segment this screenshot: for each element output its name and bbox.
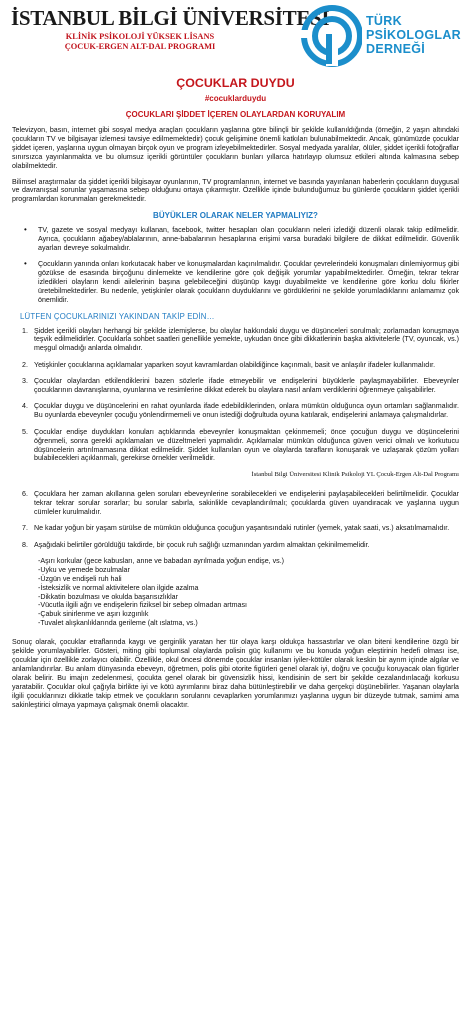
header: [0, 0, 469, 74]
item-text: Aşağıdaki belirtiler görüldüğü takdirde, bir çocuk ruh sağlığı uzmanından yardım almaktan çekinilmemelidir.: [34, 540, 370, 549]
section-heading-adults: BÜYÜKLER OLARAK NELER YAPMALIYIZ?: [153, 211, 318, 221]
list-item: [12, 541, 459, 550]
item-number: 3.: [22, 377, 28, 386]
page-subtitle: ÇOCUKLARI ŞİDDET İÇEREN OLAYLARDAN KORUYALIM: [125, 110, 346, 119]
symptom-item: -Üzgün ve endişeli ruh hali: [38, 574, 122, 583]
advice-bullet-list: [12, 226, 459, 304]
numbered-list-a: [12, 327, 459, 464]
program-line-2: ÇOCUK-ERGEN ALT-DAL PROGRAMI: [64, 42, 216, 51]
list-item: [12, 490, 459, 517]
item-text: Ne kadar yoğun bir yaşam sürülse de mümkün olduğunca çocuğun yaşantısındaki rutinler (yemek, yatak saati, vs.) aksatılmamalıdır.: [34, 524, 450, 533]
section-heading-follow: LÜTFEN ÇOCUKLARINIZI YAKINDAN TAKİP EDİN…: [20, 311, 215, 321]
tpd-line-2: PSİKOLOGLAR: [366, 28, 461, 42]
symptom-list: [38, 557, 459, 628]
bullet-text: TV, gazete ve sosyal medyayı kullanan, facebook, twitter hesapları olan çocukların neleri izlediği düzenli olarak takip edilmelidir. Ayrıca, çocukların ağabey/ablalarının, anne-babalarının hesaplarına erişimi varsa buradaki bilgilere de dikkat edilmelidir. Güvenlik ayarları devreye sokulmalıdır.: [38, 226, 459, 253]
list-item: [12, 327, 459, 354]
bilgi-university-logo: [8, 6, 330, 51]
university-name: İSTANBUL BİLGİ ÜNİVERSİTESİ: [11, 6, 330, 30]
bullet-text: Çocukların yanında onları korkutacak haber ve konuşmalardan kaçınılmalıdır. Çocuklar çevrelerindeki konuşmaları dinlemiyormuş gibi gözükse de esasında birçoğunu dinlemekte ve kendilerine göre çok değişik yorumlar yapabilmektedirler. Örneğin, tekrar tekrar izledikleri olayların kendi ailelerinin başına gelebileceğini düşünüp kaygı duyabilmekte ve kendilerine göre korku dolu fikirler üretebilmektedirler. Bu nedenle, yetişkinler olarak çocukların duyduklarını ve gördüklerini ne şekilde yorumladıklarını anlamamız çok önemlidir.: [38, 259, 459, 304]
item-number: 8.: [22, 540, 28, 549]
intro-paragraph-2: Bilimsel araştırmalar da şiddet içerikli bilgisayar oyunlarının, TV programlarının, internet ve basında yayınlanan haberlerin çocukların duygusal ve davranışsal sorunlar yaşamasına sebep olduğunu ortaya çıkarmıştır. Özellikle içinde bulunduğumuz bu günlerde çocukların şiddet içerikli programlardan korunmaları gerekmektedir.: [12, 177, 459, 204]
program-line-1: KLİNİK PSİKOLOJİ YÜKSEK LİSANS: [65, 32, 215, 41]
item-text: Yetişkinler çocuklarına açıklamalar yaparken soyut kavramlardan olabildiğince kaçınmalı, basit ve anlaşılır ifadeler kullanmalıdır.: [34, 360, 436, 369]
list-item: [12, 524, 459, 533]
numbered-list-b: [12, 490, 459, 550]
symptom-item: -Dikkatin bozulması ve okulda başarısızlıklar: [38, 592, 178, 601]
symptom-item: -Vücutla ilgili ağrı ve endişelerin fiziksel bir sebep olmadan artması: [38, 601, 247, 610]
bullet-icon: •: [24, 258, 27, 268]
tpd-name: [366, 14, 466, 56]
item-number: 1.: [22, 326, 28, 335]
symptom-item: -Tuvalet alışkanlıklarında gerileme (alt ıslatma, vs.): [38, 619, 198, 628]
item-number: 4.: [22, 402, 28, 411]
symptom-item: -Çabuk sinirlenme ve aşırı kızgınlık: [38, 610, 149, 619]
item-text: Çocuklar olaylardan etkilendiklerini bazen sözlerle ifade etmeyebilir ve endişelerini büyüklerle paylaşmayabilirler. Ebeveynler çocuklarının davranışlarına, oyunlarına ve resimlerine dikkat ederek bu olaylara nasıl anlam verdiklerini öğrenmeye çalışabilirler.: [34, 377, 459, 395]
item-text: Çocuklar endişe duydukları konuları açtıklarında ebeveynler konuşmaktan çekinmemeli; önce çocuğun duygu ve düşüncelerini öğrenmeli, sonra gerekli açıklamaları ve düzeltmeleri yapmalıdır. Açıklamalar mümkün olduğunca güven verici olmalı ve korkutucu düşüncelerin artırılmamasına dikkat edilmelidir. Şiddet kullanılan oyun ve olaylarda tarafların konuşarak ve uzlaşarak çözüm yolları bulabilecekleri açıklanmalı, gerekirse örnekler verilmelidir.: [34, 427, 459, 463]
conclusion-paragraph: Sonuç olarak, çocuklar etraflarında kaygı ve gerginlik yaratan her tür olaya karşı oldukça hassastırlar ve olan biteni kendilerine özgü bir şekilde yorumlayabilirler. Gösteri, miting gibi toplumsal olaylarda polisin güç kullanımı ve bu konuda yoğun eleştirinin hedefi olması ise, çocuklar için özellikle zorlayıcı olabilir. Özellikle, okul öncesi dönemde çocuklar insanları iyiler-kötüler olarak keskin bir ayrım içinde algılar ve anlamlandırırlar. Bu anlam dünyasında ebeveyn, öğretmen, polis gibi otorite figürleri genel olarak iyi, doğru ve çocuğu koruyacak olan figürler olarak belirir. Bu imajın zedelenmesi, çocukta genel olarak bir güvensizlik hissi, kendisinin de sert bir şekilde cezalandırılacağı korkusu yaratabilir. Çocuklar okul çağıyla birlikte iyi ve kötü ayrımlarını biraz daha bütünleştirebilir ve daha gerçekçi düşünebilirler. Yaşanan olaylarla ilgili çocuklarınızı dikkatle takip etmek ve çocukların sorularını cevaplarken yorumlarımızı yaşlarına uygun bir düzeyde tutmak, samimi ama sakinleştirici olmaya yapmaya çalışmak önemli olacaktır.: [12, 638, 459, 709]
bullet-icon: •: [24, 225, 27, 235]
intro-paragraph-1: Televizyon, basın, internet gibi sosyal medya araçları çocukların yaşlarına göre bilinçli bir şekilde kullanıldığında (örneğin, 2 yaşın altındaki çocukların TV ve bilgisayar izlemesi tavsiye edilmemektedir) çocuk gelişimine önemli katkıları bulunabilmektedir. Ancak, günümüzde çocuklar şiddet içeren, yaşlarına uygun olmayan birçok oyun ve program izleyebilmektedirler. Sosyal medyada yaralılar, ölüler, şiddet içerikli fotoğraflar sınırsızca yayınlanmakta ve bu olumsuz içerikli görüntüler çocukların bunları yıllarca hatırlayıp olumsuz etkileri altında kalmasına sebep olabilmektedir.: [12, 126, 459, 170]
item-text: Çocuklara her zaman akıllarına gelen soruları ebeveynlerine sorabilecekleri ve endişelerini paylaşabilecekleri belirtilmelidir. Çocuklar tekrar tekrar sorular sorarlar; bu sorular sabırla, sakinlikle cevaplandırılmalı; çocuklarda güven uyandıracak ve yaşlarına uygun cümleler kurulmalıdır.: [34, 489, 459, 516]
list-item: [12, 377, 459, 395]
hashtag: #cocuklarduydu: [204, 94, 267, 103]
tpd-line-3: DERNEĞİ: [366, 42, 426, 56]
tpd-spiral-icon: [300, 4, 362, 68]
item-number: 6.: [22, 489, 28, 498]
item-number: 5.: [22, 427, 28, 436]
item-number: 2.: [22, 360, 28, 369]
program-footer-note: İstanbul Bilgi Üniversitesi Klinik Psikoloji YL Çocuk-Ergen Alt-Dal Programı: [251, 470, 459, 478]
item-text: Çocuklar duygu ve düşüncelerini en rahat oyunlarda ifade edebildiklerinden, onlara mümkün olduğunca oyun ortamları sağlanmalıdır. Bu oyunlarda ebeveynler çocuğu yönlendirmemeli ve onun istediği doğrultuda oyuna katılarak, endişelerini anlamaya çalışmalıdırlar.: [34, 402, 459, 420]
symptom-item: -Aşırı korkular (gece kabusları, anne ve babadan ayrılmada yoğun endişe, vs.): [38, 556, 285, 565]
item-number: 7.: [22, 524, 28, 533]
tpd-line-1: TÜRK: [366, 14, 402, 28]
list-item: [24, 225, 459, 253]
list-item: [12, 402, 459, 420]
main-content: [12, 76, 459, 716]
item-text: Şiddet içerikli olayları herhangi bir şekilde izlemişlerse, bu olaylar hakkındaki duygu ve düşünceleri sorulmalı; zorlamadan konuşmaya teşvik edilmelidirler. Çocuklarla sohbet saatleri genellikle yemekte, uykudan önce gibi dikkatlerinin başka aktivitelerle (TV, oyuncak, vs.) meşgul olmadığı anlarda olmalıdır.: [34, 326, 459, 353]
tpd-logo: [300, 4, 465, 68]
list-item: [24, 258, 459, 305]
list-item: [12, 361, 459, 370]
symptom-item: -Uyku ve yemede bozulmalar: [38, 565, 130, 574]
symptom-item: -İsteksizlik ve normal aktivitelere olan ilgide azalma: [38, 583, 199, 592]
page-title: ÇOCUKLAR DUYDU: [176, 76, 295, 90]
list-item: [12, 428, 459, 464]
